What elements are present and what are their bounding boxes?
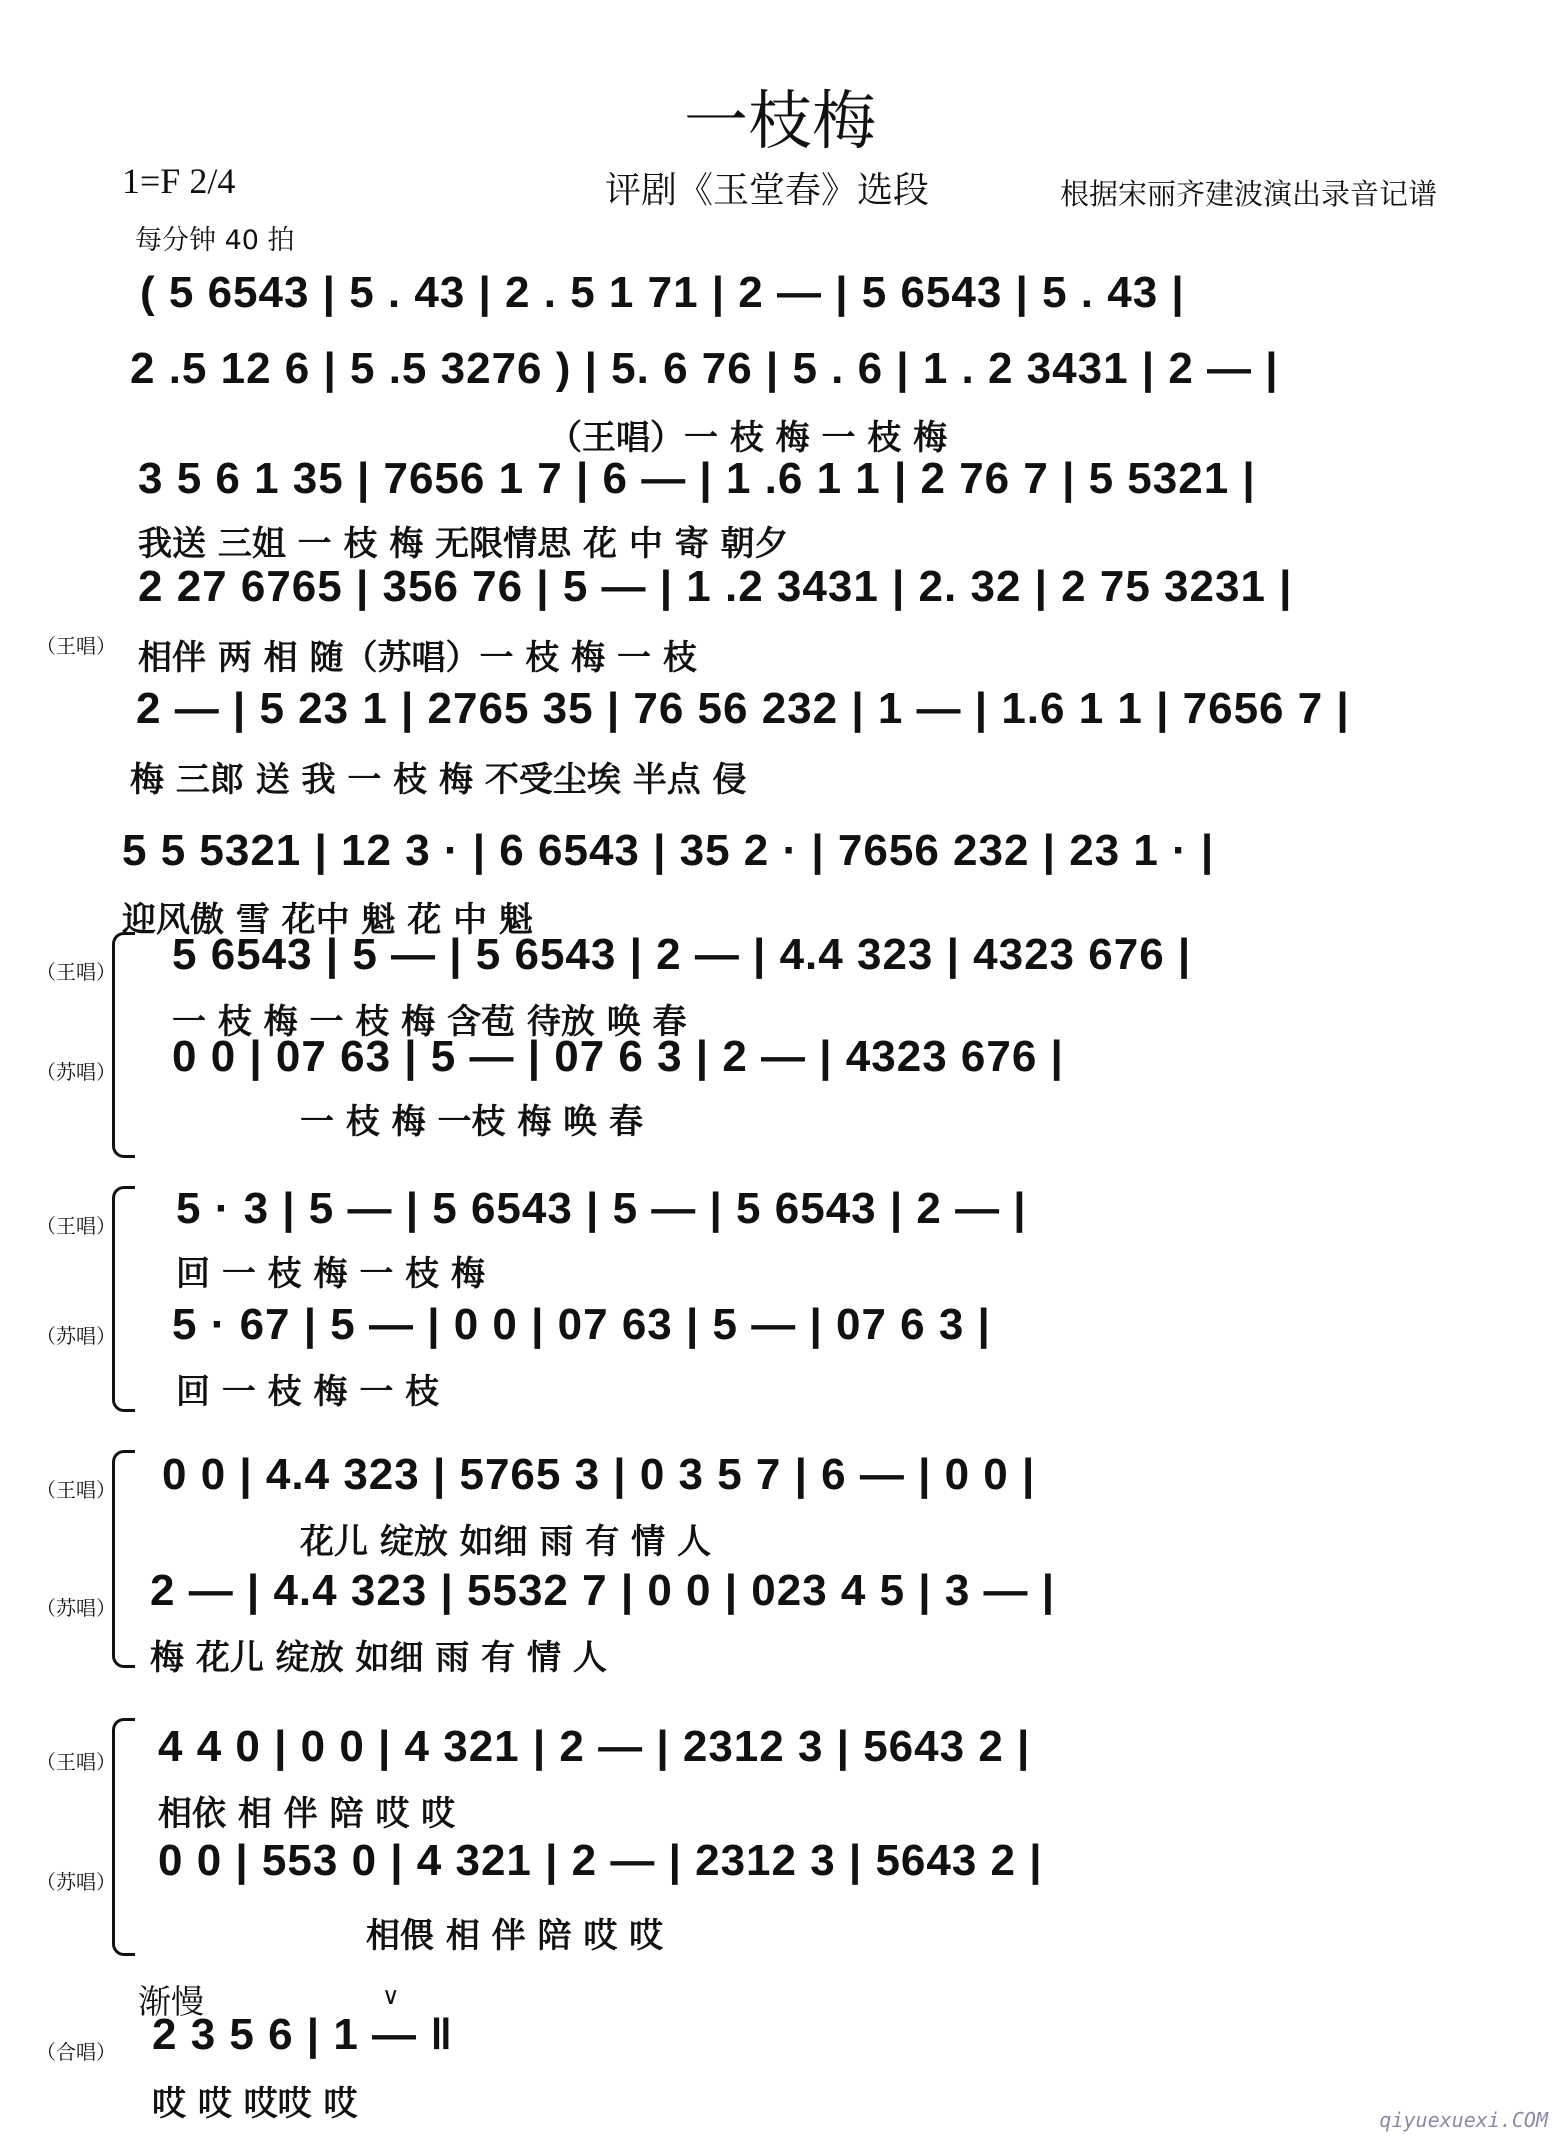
duet-3-su-lyrics: 梅 花儿 绽放 如细 雨 有 情 人 [150,1638,607,1678]
system-4-role: （王唱） [36,634,116,658]
duet-4-su-lyrics: 相偎 相 伴 陪 哎 哎 [366,1916,664,1956]
duet-4-su-notes: 0 0 | 553 0 | 4 321 | 2 — | 2312 3 | 5643 2 | [158,1836,1043,1885]
duet-3-wang-notes: 0 0 | 4.4 323 | 5765 3 | 0 3 5 7 | 6 — | 0 0 | [162,1450,1036,1499]
duet-2-wang-lyrics: 回 一 枝 梅 一 枝 梅 [176,1254,486,1294]
duet-4-wang-notes: 4 4 0 | 0 0 | 4 321 | 2 — | 2312 3 | 5643 2 | [158,1722,1031,1771]
duet-4-wang-lyrics: 相依 相 伴 陪 哎 哎 [158,1794,456,1834]
system-2-notes: 2 .5 12 6 | 5 .5 3276 ) | 5. 6 76 | 5 . 6 | 1 . 2 3431 | 2 — | [130,344,1279,393]
duet-3-wang-role: （王唱） [36,1478,116,1502]
source-note: 根据宋丽齐建波演出录音记谱 [1060,177,1438,211]
duet-4-su-role: （苏唱） [36,1870,116,1894]
subtitle: 评剧《玉堂春》选段 [605,170,930,211]
duet-1-su-lyrics: 一 枝 梅 一枝 梅 唤 春 [300,1102,644,1142]
system-6-lyrics: 迎风傲 雪 花中 魁 花 中 魁 [122,900,534,940]
system-3-lyrics: 我送 三姐 一 枝 梅 无限情思 花 中 寄 朝夕 [138,524,789,564]
duet-1-wang-lyrics: 一 枝 梅 一 枝 梅 含苞 待放 唤 春 [172,1002,687,1042]
duet-2-su-lyrics: 回 一 枝 梅 一 枝 [176,1372,440,1412]
duet-2-wang-role: （王唱） [36,1214,116,1238]
duet-1-su-notes: 0 0 | 07 63 | 5 — | 07 6 3 | 2 — | 4323 676 | [172,1032,1064,1081]
duet-1-wang-notes: 5 6543 | 5 — | 5 6543 | 2 — | 4.4 323 | 4323 676 | [172,930,1192,979]
duet-3-su-notes: 2 — | 4.4 323 | 5532 7 | 0 0 | 023 4 5 | 3 — | [150,1566,1056,1615]
coda-role: （合唱） [36,2040,116,2064]
duet-2-wang-notes: 5 · 3 | 5 — | 5 6543 | 5 — | 5 6543 | 2 — | [176,1184,1027,1233]
system-4-lyrics: 相伴 两 相 随（苏唱）一 枝 梅 一 枝 [138,638,697,678]
system-3-notes: 3 5 6 1 35 | 7656 1 7 | 6 — | 1 .6 1 1 | 2 76 7 | 5 5321 | [138,454,1256,503]
breath-mark-icon: ∨ [382,1982,400,2010]
duet-3-wang-lyrics: 花儿 绽放 如细 雨 有 情 人 [300,1522,712,1562]
duet-2-su-notes: 5 · 67 | 5 — | 0 0 | 07 63 | 5 — | 07 6 3 | [172,1300,991,1349]
coda-notes: 2 3 5 6 | 1 — ‖ [152,2010,454,2059]
key-meter: 1=F 2/4 [122,161,236,201]
coda-lyrics: 哎 哎 哎哎 哎 [152,2084,358,2124]
system-2-lyrics: （王唱）一 枝 梅 一 枝 梅 [548,418,948,458]
system-5-lyrics: 梅 三郎 送 我 一 枝 梅 不受尘埃 半点 侵 [130,760,747,800]
system-5-notes: 2 — | 5 23 1 | 2765 35 | 76 56 232 | 1 — | 1.6 1 1 | 7656 7 | [136,684,1350,733]
system-1-notes: ( 5 6543 | 5 . 43 | 2 . 5 1 71 | 2 — | 5 6543 | 5 . 43 | [140,268,1185,317]
tempo-marking: 每分钟 40 拍 [135,225,295,256]
page-title: 一枝梅 [684,85,876,159]
system-4-notes: 2 27 6765 | 356 76 | 5 — | 1 .2 3431 | 2. 32 | 2 75 3231 | [138,562,1293,611]
site-watermark: qiyuexuexi.COM [1379,2108,1548,2132]
duet-4-wang-role: （王唱） [36,1750,116,1774]
duet-1-wang-role: （王唱） [36,960,116,984]
duet-2-su-role: （苏唱） [36,1324,116,1348]
system-6-notes: 5 5 5321 | 12 3 · | 6 6543 | 35 2 · | 7656 232 | 23 1 · | [122,826,1215,875]
tempo-change-marking: 渐慢 [138,1982,204,2021]
duet-3-su-role: （苏唱） [36,1596,116,1620]
duet-1-su-role: （苏唱） [36,1060,116,1084]
